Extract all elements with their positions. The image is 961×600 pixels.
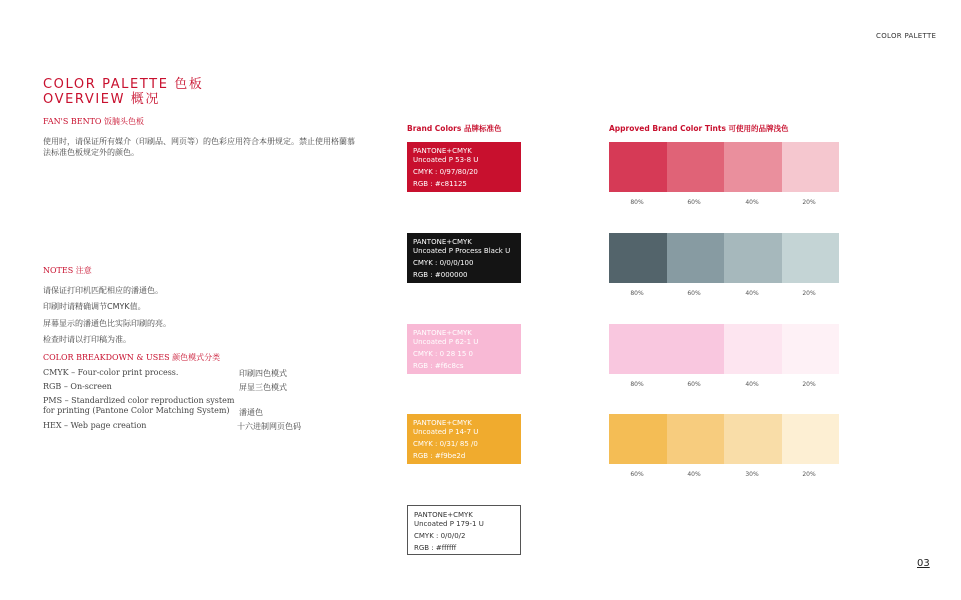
tint-percent: 80% (630, 381, 644, 388)
tint-block (724, 233, 782, 283)
swatch-pantone-code: Uncoated P 53-8 U (413, 156, 479, 164)
breakdown-term: HEX – Web page creation (43, 421, 147, 430)
tint-percent: 40% (687, 471, 701, 478)
tint-block (724, 414, 782, 464)
swatch-pantone-code: Uncoated P 179-1 U (414, 520, 484, 528)
tint-percent: 40% (745, 199, 759, 206)
swatch-pantone-label: PANTONE+CMYK (413, 147, 472, 155)
brand-colors-heading: Brand Colors 品牌标准色 (407, 124, 502, 133)
tint-block (667, 414, 725, 464)
tint-block (667, 142, 725, 192)
swatch-rgb: RGB : #c81125 (413, 180, 467, 188)
breakdown-heading: COLOR BREAKDOWN & USES 颜色模式分类 (43, 353, 221, 362)
tint-percent: 40% (745, 290, 759, 297)
tint-block (782, 233, 840, 283)
breakdown-term: CMYK – Four-color print process. (43, 368, 179, 377)
breakdown-term-zh: 十六进制网页色码 (237, 422, 301, 431)
tint-percent: 60% (687, 290, 701, 297)
page-number: 03 (917, 558, 930, 569)
tint-block (609, 142, 667, 192)
tint-percent: 60% (687, 381, 701, 388)
tint-block (782, 142, 840, 192)
swatch-pantone-code: Uncoated P Process Black U (413, 247, 511, 255)
palette-subtitle: FAN'S BENTO 饭腩头色板 (43, 117, 145, 126)
note-item: 请保证打印机匹配相应的潘通色。 (43, 286, 163, 295)
tint-strip (609, 324, 839, 374)
swatch-pantone-label: PANTONE+CMYK (413, 329, 472, 337)
swatch-rgb: RGB : #000000 (413, 271, 468, 279)
swatch-pantone-label: PANTONE+CMYK (413, 238, 472, 246)
tint-strip (609, 142, 839, 192)
brand-swatch (407, 414, 521, 464)
swatch-pantone-code: Uncoated P 62-1 U (413, 338, 479, 346)
tint-block (609, 324, 667, 374)
brand-swatch (407, 233, 521, 283)
swatch-cmyk: CMYK : 0 28 15 0 (413, 350, 473, 358)
tint-percent: 60% (687, 199, 701, 206)
swatch-pantone-label: PANTONE+CMYK (413, 419, 472, 427)
tint-percent: 20% (802, 471, 816, 478)
tint-strip (609, 414, 839, 464)
tint-block (724, 142, 782, 192)
tint-percent: 80% (630, 199, 644, 206)
tint-percent: 40% (745, 381, 759, 388)
tint-percent: 30% (745, 471, 759, 478)
swatch-cmyk: CMYK : 0/31/ 85 /0 (413, 440, 478, 448)
tint-block (782, 414, 840, 464)
tint-block (609, 414, 667, 464)
brand-swatch (407, 505, 521, 555)
breakdown-term-zh: 印刷四色模式 (239, 369, 287, 378)
page-title (43, 77, 203, 107)
section-label: COLOR PALETTE (876, 32, 937, 40)
tint-strip (609, 233, 839, 283)
breakdown-term-zh: 屏显三色模式 (239, 383, 287, 392)
swatch-cmyk: CMYK : 0/0/0/2 (414, 532, 466, 540)
tint-block (782, 324, 840, 374)
tint-percent: 20% (802, 199, 816, 206)
breakdown-term-zh: 潘通色 (239, 408, 263, 417)
tint-block (667, 233, 725, 283)
page-title-line1: COLOR PALETTE 色板 (43, 77, 204, 92)
swatch-rgb: RGB : #f9be2d (413, 452, 466, 460)
tint-percent: 20% (802, 381, 816, 388)
note-item: 屏幕显示的潘通色比实际印刷的亮。 (43, 319, 171, 328)
tint-percent: 20% (802, 290, 816, 297)
page-title-line2: OVERVIEW 概况 (43, 92, 160, 107)
notes-heading: NOTES 注意 (43, 266, 92, 275)
tint-percent: 80% (630, 290, 644, 297)
note-item: 检查时请以打印稿为准。 (43, 335, 131, 344)
tint-block (667, 324, 725, 374)
swatch-rgb: RGB : #ffffff (414, 544, 457, 552)
swatch-pantone-code: Uncoated P 14-7 U (413, 428, 479, 436)
breakdown-term: PMS – Standardized color reproduction system for printing (Pantone Color Matching System) (43, 396, 235, 415)
breakdown-term: RGB – On-screen (43, 382, 112, 391)
brand-swatch (407, 324, 521, 374)
intro-paragraph: 使用时，请保证所有媒介（印刷品、网页等）的色彩应用符合本册规定。禁止使用格蘭慕法标准色板规定外的颜色。 (43, 137, 355, 157)
swatch-cmyk: CMYK : 0/0/0/100 (413, 259, 474, 267)
tint-percent: 60% (630, 471, 644, 478)
tint-block (724, 324, 782, 374)
brand-swatch (407, 142, 521, 192)
swatch-cmyk: CMYK : 0/97/80/20 (413, 168, 478, 176)
tints-heading: Approved Brand Color Tints 可使用的品牌浅色 (609, 124, 789, 133)
swatch-rgb: RGB : #f6c8cs (413, 362, 464, 370)
note-item: 印刷时请精确调节CMYK值。 (43, 302, 146, 311)
swatch-pantone-label: PANTONE+CMYK (414, 511, 473, 519)
tint-block (609, 233, 667, 283)
